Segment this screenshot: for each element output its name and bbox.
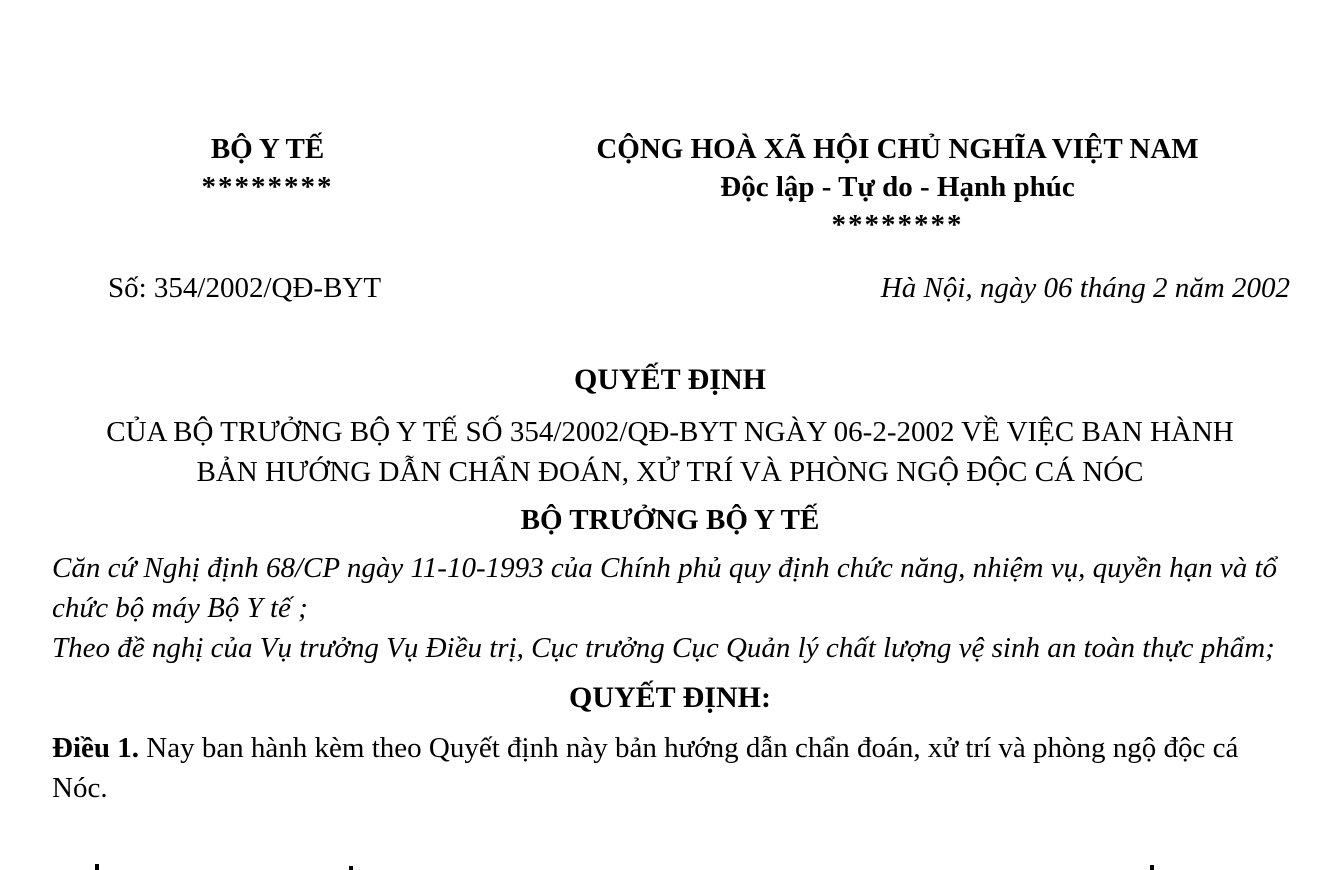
national-header-motto: Độc lập - Tự do - Hạnh phúc	[720, 171, 1075, 203]
document-number: Số: 354/2002/QĐ-BYT	[108, 272, 382, 304]
preamble-proposal-clause: Theo đề nghị của Vụ trưởng Vụ Điều trị, Cục trưởng Cục Quản lý chất lượng vệ sinh an toàn thực phẩm;	[52, 632, 1275, 664]
place-and-date: Hà Nội, ngày 06 tháng 2 năm 2002	[880, 272, 1290, 304]
next-line-cutoff-mark	[95, 864, 99, 870]
article-1-label: Điều 1.	[52, 732, 139, 764]
next-line-cutoff-mark	[349, 866, 353, 870]
article-1	[0, 728, 1340, 808]
decision-heading: QUYẾT ĐỊNH:	[569, 681, 771, 714]
reference-row	[0, 268, 1340, 308]
letterhead	[0, 0, 1340, 244]
issuing-agency-separator-stars: ********	[201, 171, 334, 203]
document-subtitle: CỦA BỘ TRƯỞNG BỘ Y TẾ SỐ 354/2002/QĐ-BYT NGÀY 06-2-2002 VỀ VIỆC BAN HÀNH BẢN HƯỚNG DẪN CHẨN ĐOÁN, XỬ TRÍ VÀ PHÒNG NGỘ ĐỘC CÁ NÓC	[106, 416, 1234, 488]
issuing-authority-title: BỘ TRƯỞNG BỘ Y TẾ	[520, 504, 820, 536]
issuing-agency-name: BỘ Y TẾ	[210, 133, 325, 165]
document-title: QUYẾT ĐỊNH	[574, 363, 766, 396]
preamble-basis-clause: Căn cứ Nghị định 68/CP ngày 11-10-1993 của Chính phủ quy định chức năng, nhiệm vụ, quyền hạn và tổ chức bộ máy Bộ Y tế ;	[52, 552, 1278, 624]
preamble	[0, 548, 1340, 668]
national-header-country: CỘNG HOÀ XÃ HỘI CHỦ NGHĨA VIỆT NAM	[596, 133, 1199, 165]
next-line-cutoff-mark	[1150, 865, 1154, 870]
article-1-text: Nay ban hành kèm theo Quyết định này bản hướng dẫn chẩn đoán, xử trí và phòng ngộ độc cá Nóc.	[52, 732, 1239, 804]
national-header-separator-stars: ********	[831, 209, 964, 241]
national-header-block	[535, 130, 1260, 244]
issuing-agency-block	[0, 130, 535, 244]
